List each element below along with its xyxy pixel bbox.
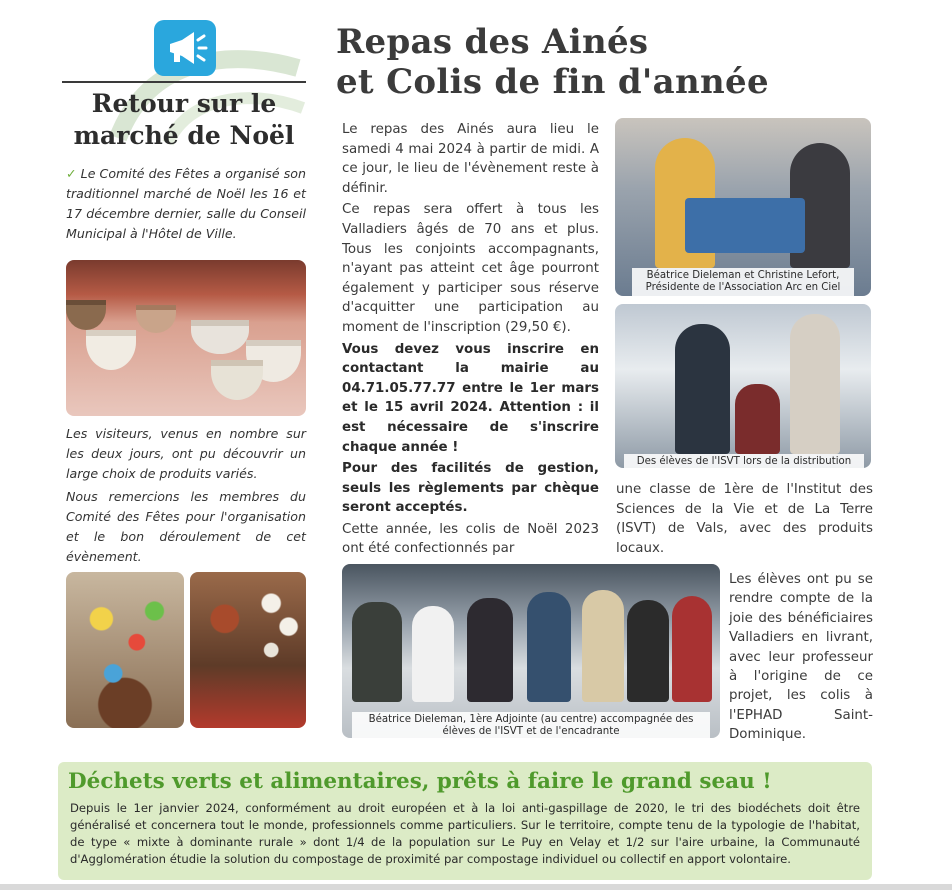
main-title-line1: Repas des Ainés (336, 22, 649, 62)
caption-photo-distribution: Des élèves de l'ISVT lors de la distribution (624, 454, 864, 470)
caption-photo-presidents: Béatrice Dieleman et Christine Lefort, Présidente de l'Association Arc en Ciel (632, 268, 854, 296)
main-title-line2: et Colis de fin d'année (336, 62, 769, 102)
biodechets-text: Depuis le 1er janvier 2024, conformément au droit européen et à la loi anti-gaspillage de 2020, le tri des biodéchets doit être généralisé et concernera tout le monde, professionnels comme particuliers. Sur le territoire, compte tenu de la typologie de l'habitat, de type « mixte à dominante rurale » dont 1/4 de la population sur Le Puy en Velay et 1/2 sur l'aire urbaine, la Communauté d'Agglomération étudie la solution du compostage de proximité par compostage individuel ou collectif en apport volontaire. (70, 801, 860, 866)
megaphone-badge (154, 20, 216, 76)
main-para-2: Ce repas sera offert à tous les Valladiers âgés de 70 ans et plus. Tous les conjoints accompagnants, n'ayant pas atteint cet âge pourront également y participer sous réserve d'acquitter une participation au moment de l'inscription (29,50 €). (342, 202, 599, 335)
left-article-para3: Nous remercions les membres du Comité des Fêtes pour l'organisation et le bon déroulement de cet évènement. (66, 489, 306, 564)
main-para-1: Le repas des Ainés aura lieu le samedi 4 mai 2024 à partir de midi. A ce jour, le lieu de l'évènement reste à définir. (342, 122, 599, 196)
left-article-intro (66, 164, 306, 244)
main-article-column (342, 120, 599, 561)
photo-ceramic-bowls (66, 260, 306, 416)
caption-photo-group: Béatrice Dieleman, 1ère Adjointe (au centre) accompagnée des élèves de l'ISVT et de l'encadrante (352, 712, 710, 740)
biodechets-title: Déchets verts et alimentaires, prêts à faire le grand seau ! (68, 769, 772, 794)
megaphone-icon (164, 28, 208, 68)
left-title-rule (62, 81, 306, 83)
main-para-5-continued: une classe de 1ère de l'Institut des Sciences de la Vie et de La Terre (ISVT) de Vals, avec des produits locaux. (616, 482, 873, 556)
main-para-5: Cette année, les colis de Noël 2023 ont été confectionnés par (342, 521, 599, 557)
main-article-title (336, 22, 856, 102)
photo-market-jars (190, 572, 306, 728)
left-intro-text: Le Comité des Fêtes a organisé son traditionnel marché de Noël les 16 et 17 décembre dernier, salle du Conseil Municipal à l'Hôtel de Ville. (66, 166, 306, 241)
main-para-4: Pour des facilités de gestion, seuls les règlements par chèque seront acceptés. (342, 461, 599, 516)
left-article-title: Retour sur le marché de Noël (73, 89, 295, 150)
checkmark-icon: ✓ (66, 166, 77, 181)
main-para-6: Les élèves ont pu se rendre compte de la joie des bénéficiaires Valladiers en livrant, avec leur professeur à l'origine de ce projet, les colis à l'EPHAD Saint-Dominique. (729, 572, 873, 743)
page-bottom-edge (0, 884, 952, 890)
photo-market-crafts (66, 572, 184, 728)
photo-students-distribution (615, 304, 871, 468)
left-article-para2: Les visiteurs, venus en nombre sur les deux jours, ont pu découvrir un large choix de produits variés. (66, 426, 306, 481)
main-para-3: Vous devez vous inscrire en contactant la mairie au 04.71.05.77.77 entre le 1er mars et le 15 avril 2024. Attention : il est nécessaire de s'inscrire chaque année ! (342, 341, 599, 455)
